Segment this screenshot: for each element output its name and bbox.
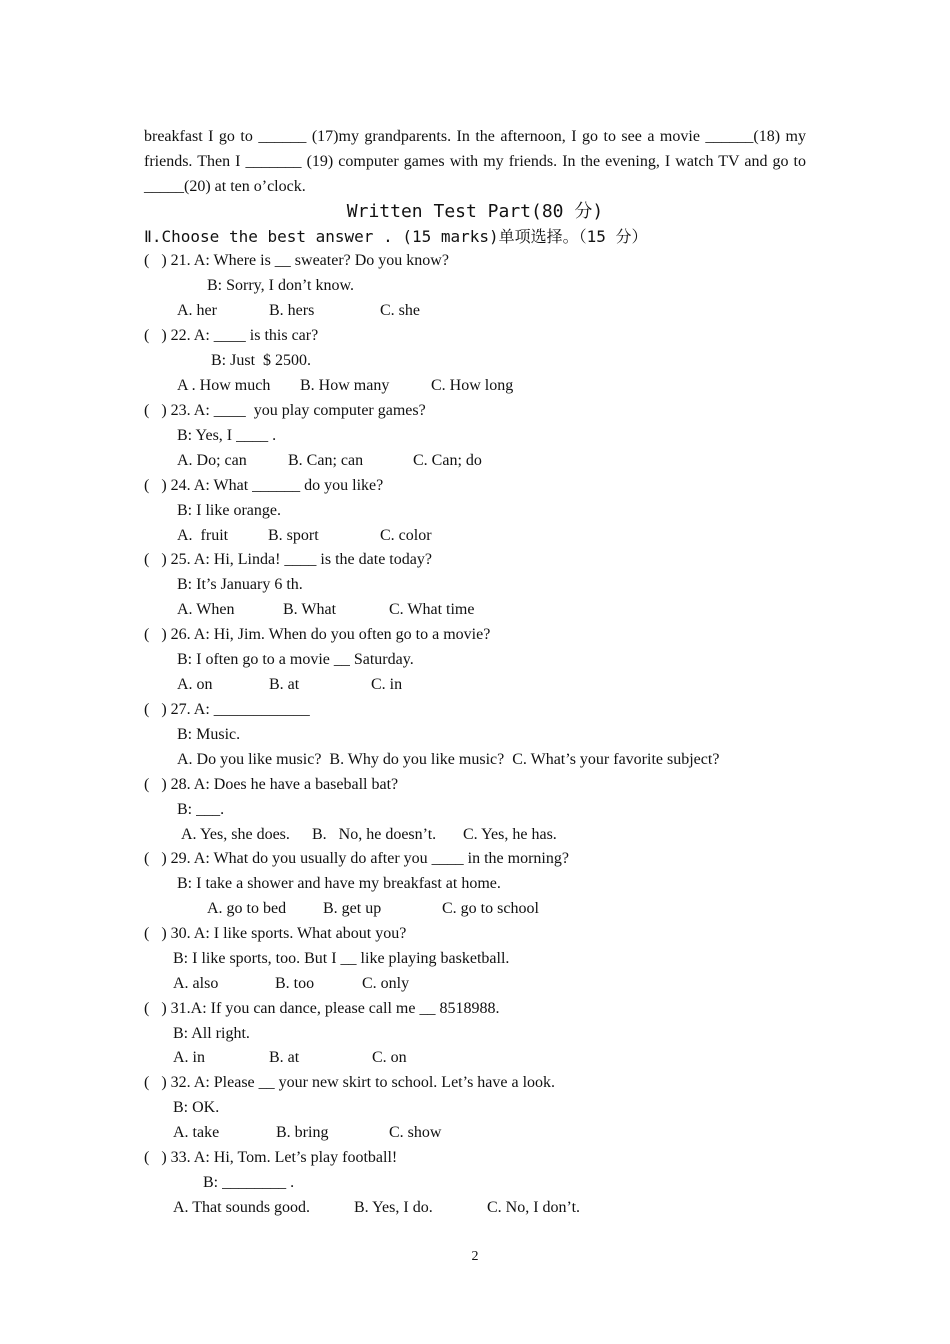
option: B. No, he doesn’t. bbox=[312, 826, 437, 843]
answer-line: B: ________ . bbox=[203, 1174, 295, 1191]
option: A. fruit bbox=[177, 527, 229, 544]
page-number: 2 bbox=[471, 1249, 479, 1264]
option: B. bring bbox=[276, 1124, 329, 1141]
option: A. also bbox=[173, 975, 219, 992]
answer-line: B: I like orange. bbox=[177, 502, 281, 519]
option: C. How long bbox=[431, 377, 514, 394]
question-line: ( ) 31.A: If you can dance, please call me __ 8518988. bbox=[144, 1000, 500, 1017]
option: A. That sounds good. bbox=[173, 1199, 311, 1216]
option: A. take bbox=[173, 1124, 220, 1141]
answer-line: B: OK. bbox=[173, 1099, 220, 1116]
answer-line: B: Just $ 2500. bbox=[211, 352, 312, 369]
option: B. get up bbox=[323, 900, 382, 917]
option: A. Do; can bbox=[177, 452, 247, 469]
option: C. color bbox=[380, 527, 432, 544]
option: B. hers bbox=[269, 302, 315, 319]
option: A. on bbox=[177, 676, 213, 693]
option: C. on bbox=[372, 1049, 407, 1066]
option: C. she bbox=[380, 302, 420, 319]
option: B. What bbox=[283, 601, 337, 618]
question-line: ( ) 33. A: Hi, Tom. Let’s play football! bbox=[144, 1149, 398, 1166]
answer-line: B: I take a shower and have my breakfast at home. bbox=[177, 875, 501, 892]
option: C. Can; do bbox=[413, 452, 482, 469]
option: C. Yes, he has. bbox=[463, 826, 557, 843]
answer-line: B: Yes, I ____ . bbox=[177, 427, 277, 444]
section-heading: Ⅱ.Choose the best answer . (15 marks)单项选择。（15 分） bbox=[144, 227, 648, 246]
option: B. Can; can bbox=[288, 452, 364, 469]
answer-line: B: Music. bbox=[177, 726, 241, 743]
question-line: ( ) 24. A: What ______ do you like? bbox=[144, 477, 384, 494]
option: C. only bbox=[362, 975, 410, 992]
question-line: ( ) 25. A: Hi, Linda! ____ is the date today? bbox=[144, 551, 432, 568]
question-line: ( ) 22. A: ____ is this car? bbox=[144, 327, 319, 344]
question-line: ( ) 21. A: Where is __ sweater? Do you know? bbox=[144, 252, 449, 269]
option: B. How many bbox=[300, 377, 390, 394]
answer-line: B: All right. bbox=[173, 1025, 250, 1042]
option: B. Yes, I do. bbox=[354, 1199, 433, 1216]
option: A. When bbox=[177, 601, 235, 618]
option: B. too bbox=[275, 975, 315, 992]
option: A. in bbox=[173, 1049, 205, 1066]
question-line: ( ) 29. A: What do you usually do after you ____ in the morning? bbox=[144, 850, 569, 867]
option: C. No, I don’t. bbox=[487, 1199, 581, 1216]
answer-line: B: I like sports, too. But I __ like playing basketball. bbox=[173, 950, 510, 967]
part-title: Written Test Part(80 分) bbox=[346, 201, 604, 222]
intro-paragraph: breakfast I go to ______ (17)my grandparents. In the afternoon, I go to see a movie ______(18) my friends. Then I _______ (19) computer games with my friends. In the evening, I watch TV and go to _____(20) at ten o’clock. bbox=[144, 128, 806, 195]
option: A . How much bbox=[177, 377, 271, 394]
answer-line: B: I often go to a movie __ Saturday. bbox=[177, 651, 414, 668]
option: A. Do you like music? B. Why do you like music? C. What’s your favorite subject? bbox=[177, 751, 720, 768]
question-line: ( ) 30. A: I like sports. What about you? bbox=[144, 925, 407, 942]
option: C. in bbox=[371, 676, 403, 693]
option: B. at bbox=[269, 676, 300, 693]
question-line: ( ) 27. A: ____________ bbox=[144, 701, 310, 718]
option: A. her bbox=[177, 302, 217, 319]
option: A. go to bed bbox=[207, 900, 287, 917]
answer-line: B: It’s January 6 th. bbox=[177, 576, 303, 593]
answer-line: B: Sorry, I don’t know. bbox=[207, 277, 354, 294]
question-line: ( ) 32. A: Please __ your new skirt to school. Let’s have a look. bbox=[144, 1074, 556, 1091]
option: C. show bbox=[389, 1124, 442, 1141]
question-line: ( ) 26. A: Hi, Jim. When do you often go to a movie? bbox=[144, 626, 491, 643]
option: A. Yes, she does. bbox=[181, 826, 290, 843]
option: C. go to school bbox=[442, 900, 539, 917]
question-line: ( ) 28. A: Does he have a baseball bat? bbox=[144, 776, 399, 793]
question-line: ( ) 23. A: ____ you play computer games? bbox=[144, 402, 426, 419]
option: B. sport bbox=[268, 527, 319, 544]
answer-line: B: ___. bbox=[177, 801, 225, 818]
option: C. What time bbox=[389, 601, 475, 618]
option: B. at bbox=[269, 1049, 300, 1066]
